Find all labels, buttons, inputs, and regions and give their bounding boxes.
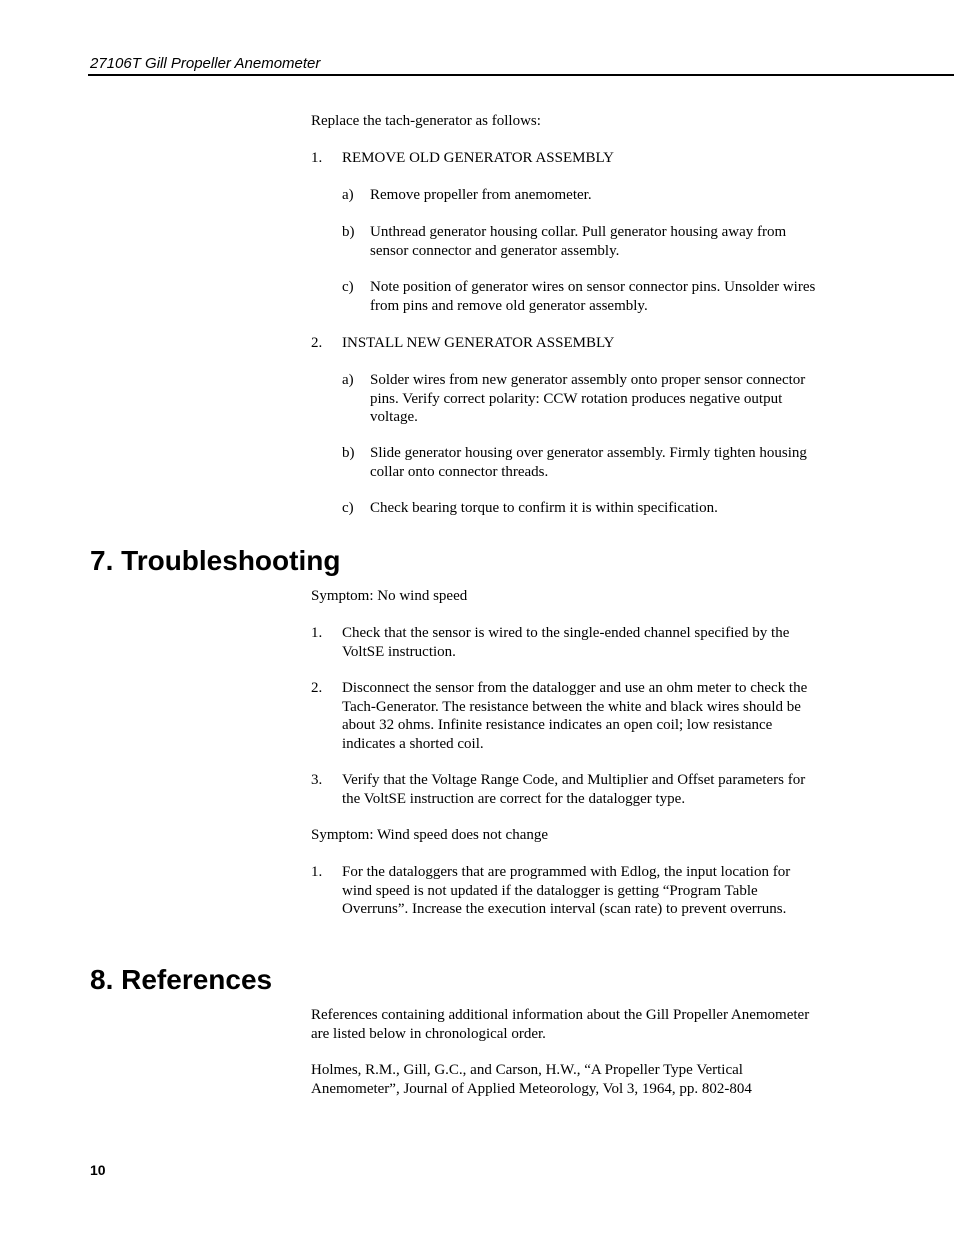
references-intro: References containing additional information about the Gill Propeller Anemometer are listed below in chronological order. — [311, 1007, 810, 1042]
step-title: INSTALL NEW GENERATOR ASSEMBLY — [342, 335, 615, 351]
page-number: 10 — [90, 1162, 106, 1178]
step-text: Check that the sensor is wired to the single-ended channel specified by the VoltSE instruction. — [342, 625, 790, 660]
substep-letter: c) — [342, 500, 354, 516]
section-heading-troubleshooting: 7. Troubleshooting — [90, 545, 341, 576]
symptom-label: Symptom: No wind speed — [311, 588, 468, 604]
step-title: REMOVE OLD GENERATOR ASSEMBLY — [342, 150, 614, 166]
substep-text: Check bearing torque to confirm it is within specification. — [370, 500, 718, 516]
step-number: 1. — [311, 864, 323, 880]
step-install — [311, 334, 821, 353]
substep-letter: b) — [342, 445, 355, 461]
step-number: 1. — [311, 625, 323, 641]
step-number: 2. — [311, 680, 323, 696]
symptom-label: Symptom: Wind speed does not change — [311, 827, 549, 843]
troubleshoot-step — [311, 679, 821, 753]
step-remove — [311, 149, 821, 168]
substep — [342, 371, 822, 427]
step-text: Verify that the Voltage Range Code, and Multiplier and Offset parameters for the VoltSE instruction are correct for the datalogger type. — [342, 772, 806, 807]
replace-intro: Replace the tach-generator as follows: — [311, 113, 541, 129]
substep-text: Slide generator housing over generator assembly. Firmly tighten housing collar onto connector threads. — [370, 445, 807, 480]
step-text: For the dataloggers that are programmed with Edlog, the input location for wind speed is not updated if the datalogger is getting “Program Table Overruns”. Increase the execution interval (scan rate) to prevent overruns. — [342, 864, 791, 917]
substep-text: Note position of generator wires on sensor connector pins. Unsolder wires from pins and remove old generator assembly. — [370, 279, 816, 314]
running-header: 27106T Gill Propeller Anemometer — [90, 55, 321, 72]
substep — [342, 278, 822, 315]
troubleshoot-step — [311, 771, 821, 808]
substep — [342, 186, 822, 205]
troubleshoot-step — [311, 624, 821, 661]
substep-letter: c) — [342, 279, 354, 295]
troubleshoot-step — [311, 863, 821, 919]
section-heading-references: 8. References — [90, 964, 273, 995]
substep-letter: b) — [342, 224, 355, 240]
header-rule — [88, 74, 954, 76]
step-number: 2. — [311, 335, 323, 351]
substep — [342, 444, 822, 481]
step-number: 3. — [311, 772, 323, 788]
step-text: Disconnect the sensor from the datalogger and use an ohm meter to check the Tach-Generator. The resistance between the white and black wires should be about 32 ohms. Infinite resistance indicates an open coil; low resistance indicates a shorted coil. — [342, 680, 808, 752]
substep-text: Unthread generator housing collar. Pull generator housing away from sensor connector and generator assembly. — [370, 224, 787, 259]
reference-citation: Holmes, R.M., Gill, G.C., and Carson, H.W., “A Propeller Type Vertical Anemometer”, Journal of Applied Meteorology, Vol 3, 1964, pp. 802-804 — [311, 1062, 752, 1097]
substep — [342, 499, 822, 518]
substep-letter: a) — [342, 372, 354, 388]
substep-text: Remove propeller from anemometer. — [370, 187, 592, 203]
step-number: 1. — [311, 150, 323, 166]
substep-text: Solder wires from new generator assembly onto proper sensor connector pins. Verify correct polarity: CCW rotation produces negative output voltage. — [370, 372, 806, 425]
substep — [342, 223, 822, 260]
substep-letter: a) — [342, 187, 354, 203]
